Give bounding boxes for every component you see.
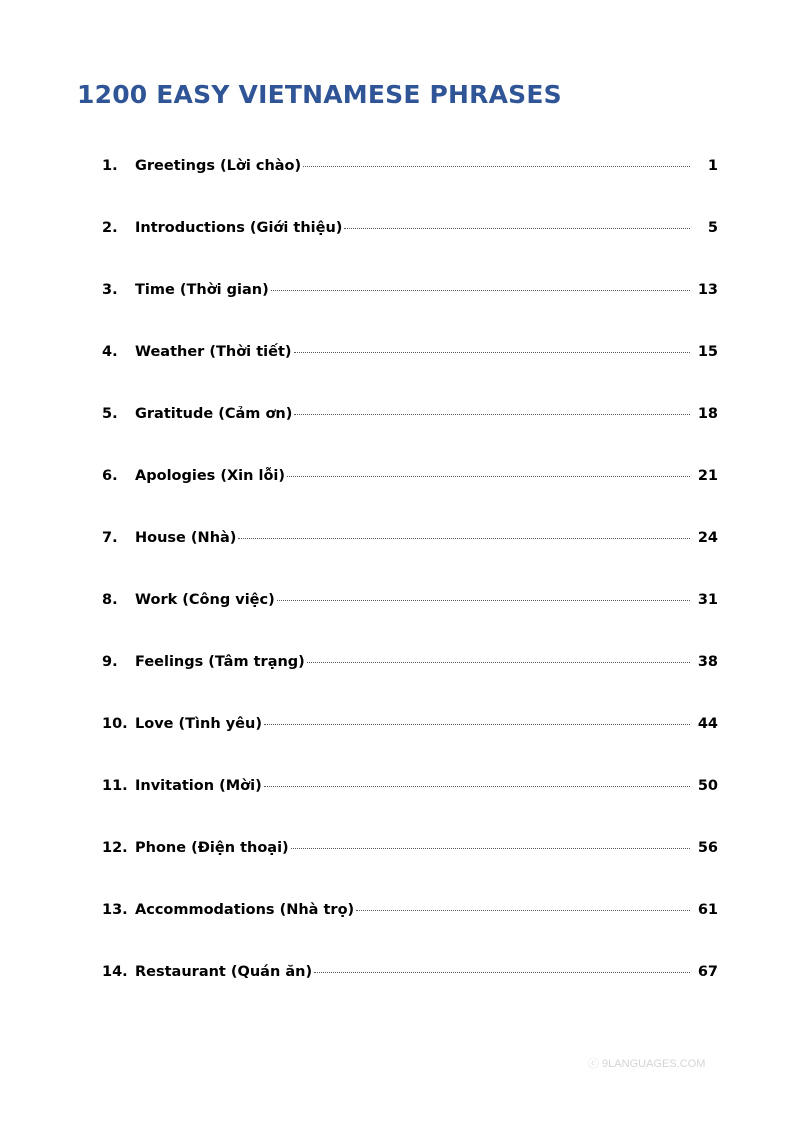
toc-entry-title: Feelings (Tâm trạng) <box>135 654 305 670</box>
dot-leader <box>314 971 690 973</box>
table-of-contents <box>102 158 718 1026</box>
dot-leader <box>277 599 690 601</box>
toc-entry-page-number: 44 <box>697 716 718 732</box>
toc-entry-page-number: 1 <box>707 158 718 174</box>
toc-entry[interactable] <box>102 158 718 220</box>
toc-entry-number: 4. <box>102 344 118 360</box>
toc-entry-title: Phone (Điện thoại) <box>135 840 289 856</box>
toc-entry[interactable] <box>102 902 718 964</box>
document-title: 1200 EASY VIETNAMESE PHRASES <box>77 80 562 109</box>
toc-entry-number: 14. <box>102 964 128 980</box>
toc-entry-title: Work (Công việc) <box>135 592 275 608</box>
toc-entry[interactable] <box>102 840 718 902</box>
toc-entry-number: 7. <box>102 530 118 546</box>
toc-entry-number: 10. <box>102 716 128 732</box>
toc-entry-page-number: 56 <box>697 840 718 856</box>
toc-entry-number: 2. <box>102 220 118 236</box>
watermark: ⓒ 9LANGUAGES.COM <box>588 1058 706 1070</box>
toc-entry-page-number: 24 <box>697 530 718 546</box>
dot-leader <box>344 227 690 229</box>
toc-entry-title: Gratitude (Cảm ơn) <box>135 406 293 422</box>
toc-entry-number: 8. <box>102 592 118 608</box>
toc-entry-title: Time (Thời gian) <box>135 282 269 298</box>
toc-entry-page-number: 15 <box>697 344 718 360</box>
toc-entry-title: Apologies (Xin lỗi) <box>135 468 286 484</box>
toc-entry-page-number: 38 <box>697 654 718 670</box>
toc-entry[interactable] <box>102 406 718 468</box>
dot-leader <box>307 661 690 663</box>
dot-leader <box>303 165 690 167</box>
toc-entry-page-number: 50 <box>697 778 718 794</box>
toc-entry[interactable] <box>102 220 718 282</box>
toc-entry[interactable] <box>102 654 718 716</box>
toc-entry-page-number: 18 <box>697 406 718 422</box>
toc-entry-number: 13. <box>102 902 128 918</box>
toc-entry[interactable] <box>102 344 718 406</box>
toc-entry-title: Introductions (Giới thiệu) <box>135 220 343 236</box>
toc-entry-page-number: 31 <box>697 592 718 608</box>
toc-entry-number: 3. <box>102 282 118 298</box>
toc-entry-page-number: 67 <box>697 964 718 980</box>
toc-entry-page-number: 21 <box>697 468 718 484</box>
dot-leader <box>238 537 689 539</box>
toc-entry[interactable] <box>102 468 718 530</box>
toc-entry[interactable] <box>102 964 718 1026</box>
toc-entry-title: House (Nhà) <box>135 530 237 546</box>
toc-entry-number: 12. <box>102 840 128 856</box>
dot-leader <box>294 413 689 415</box>
toc-entry-title: Love (Tình yêu) <box>135 716 262 732</box>
toc-entry[interactable] <box>102 592 718 654</box>
toc-entry-title: Greetings (Lời chào) <box>135 158 302 174</box>
dot-leader <box>291 847 690 849</box>
dot-leader <box>287 475 690 477</box>
toc-entry-title: Restaurant (Quán ăn) <box>135 964 313 980</box>
toc-entry-number: 1. <box>102 158 118 174</box>
toc-entry-number: 11. <box>102 778 128 794</box>
toc-entry-number: 6. <box>102 468 118 484</box>
toc-entry-number: 5. <box>102 406 118 422</box>
toc-entry-title: Accommodations (Nhà trọ) <box>135 902 355 918</box>
toc-entry-page-number: 13 <box>697 282 718 298</box>
toc-entry-page-number: 5 <box>707 220 718 236</box>
toc-entry[interactable] <box>102 530 718 592</box>
dot-leader <box>264 785 690 787</box>
toc-entry[interactable] <box>102 716 718 778</box>
toc-entry[interactable] <box>102 778 718 840</box>
toc-entry-title: Weather (Thời tiết) <box>135 344 292 360</box>
dot-leader <box>271 289 690 291</box>
toc-entry[interactable] <box>102 282 718 344</box>
toc-entry-number: 9. <box>102 654 118 670</box>
dot-leader <box>356 909 690 911</box>
dot-leader <box>294 351 690 353</box>
dot-leader <box>264 723 690 725</box>
toc-entry-title: Invitation (Mời) <box>135 778 262 794</box>
toc-entry-page-number: 61 <box>697 902 718 918</box>
